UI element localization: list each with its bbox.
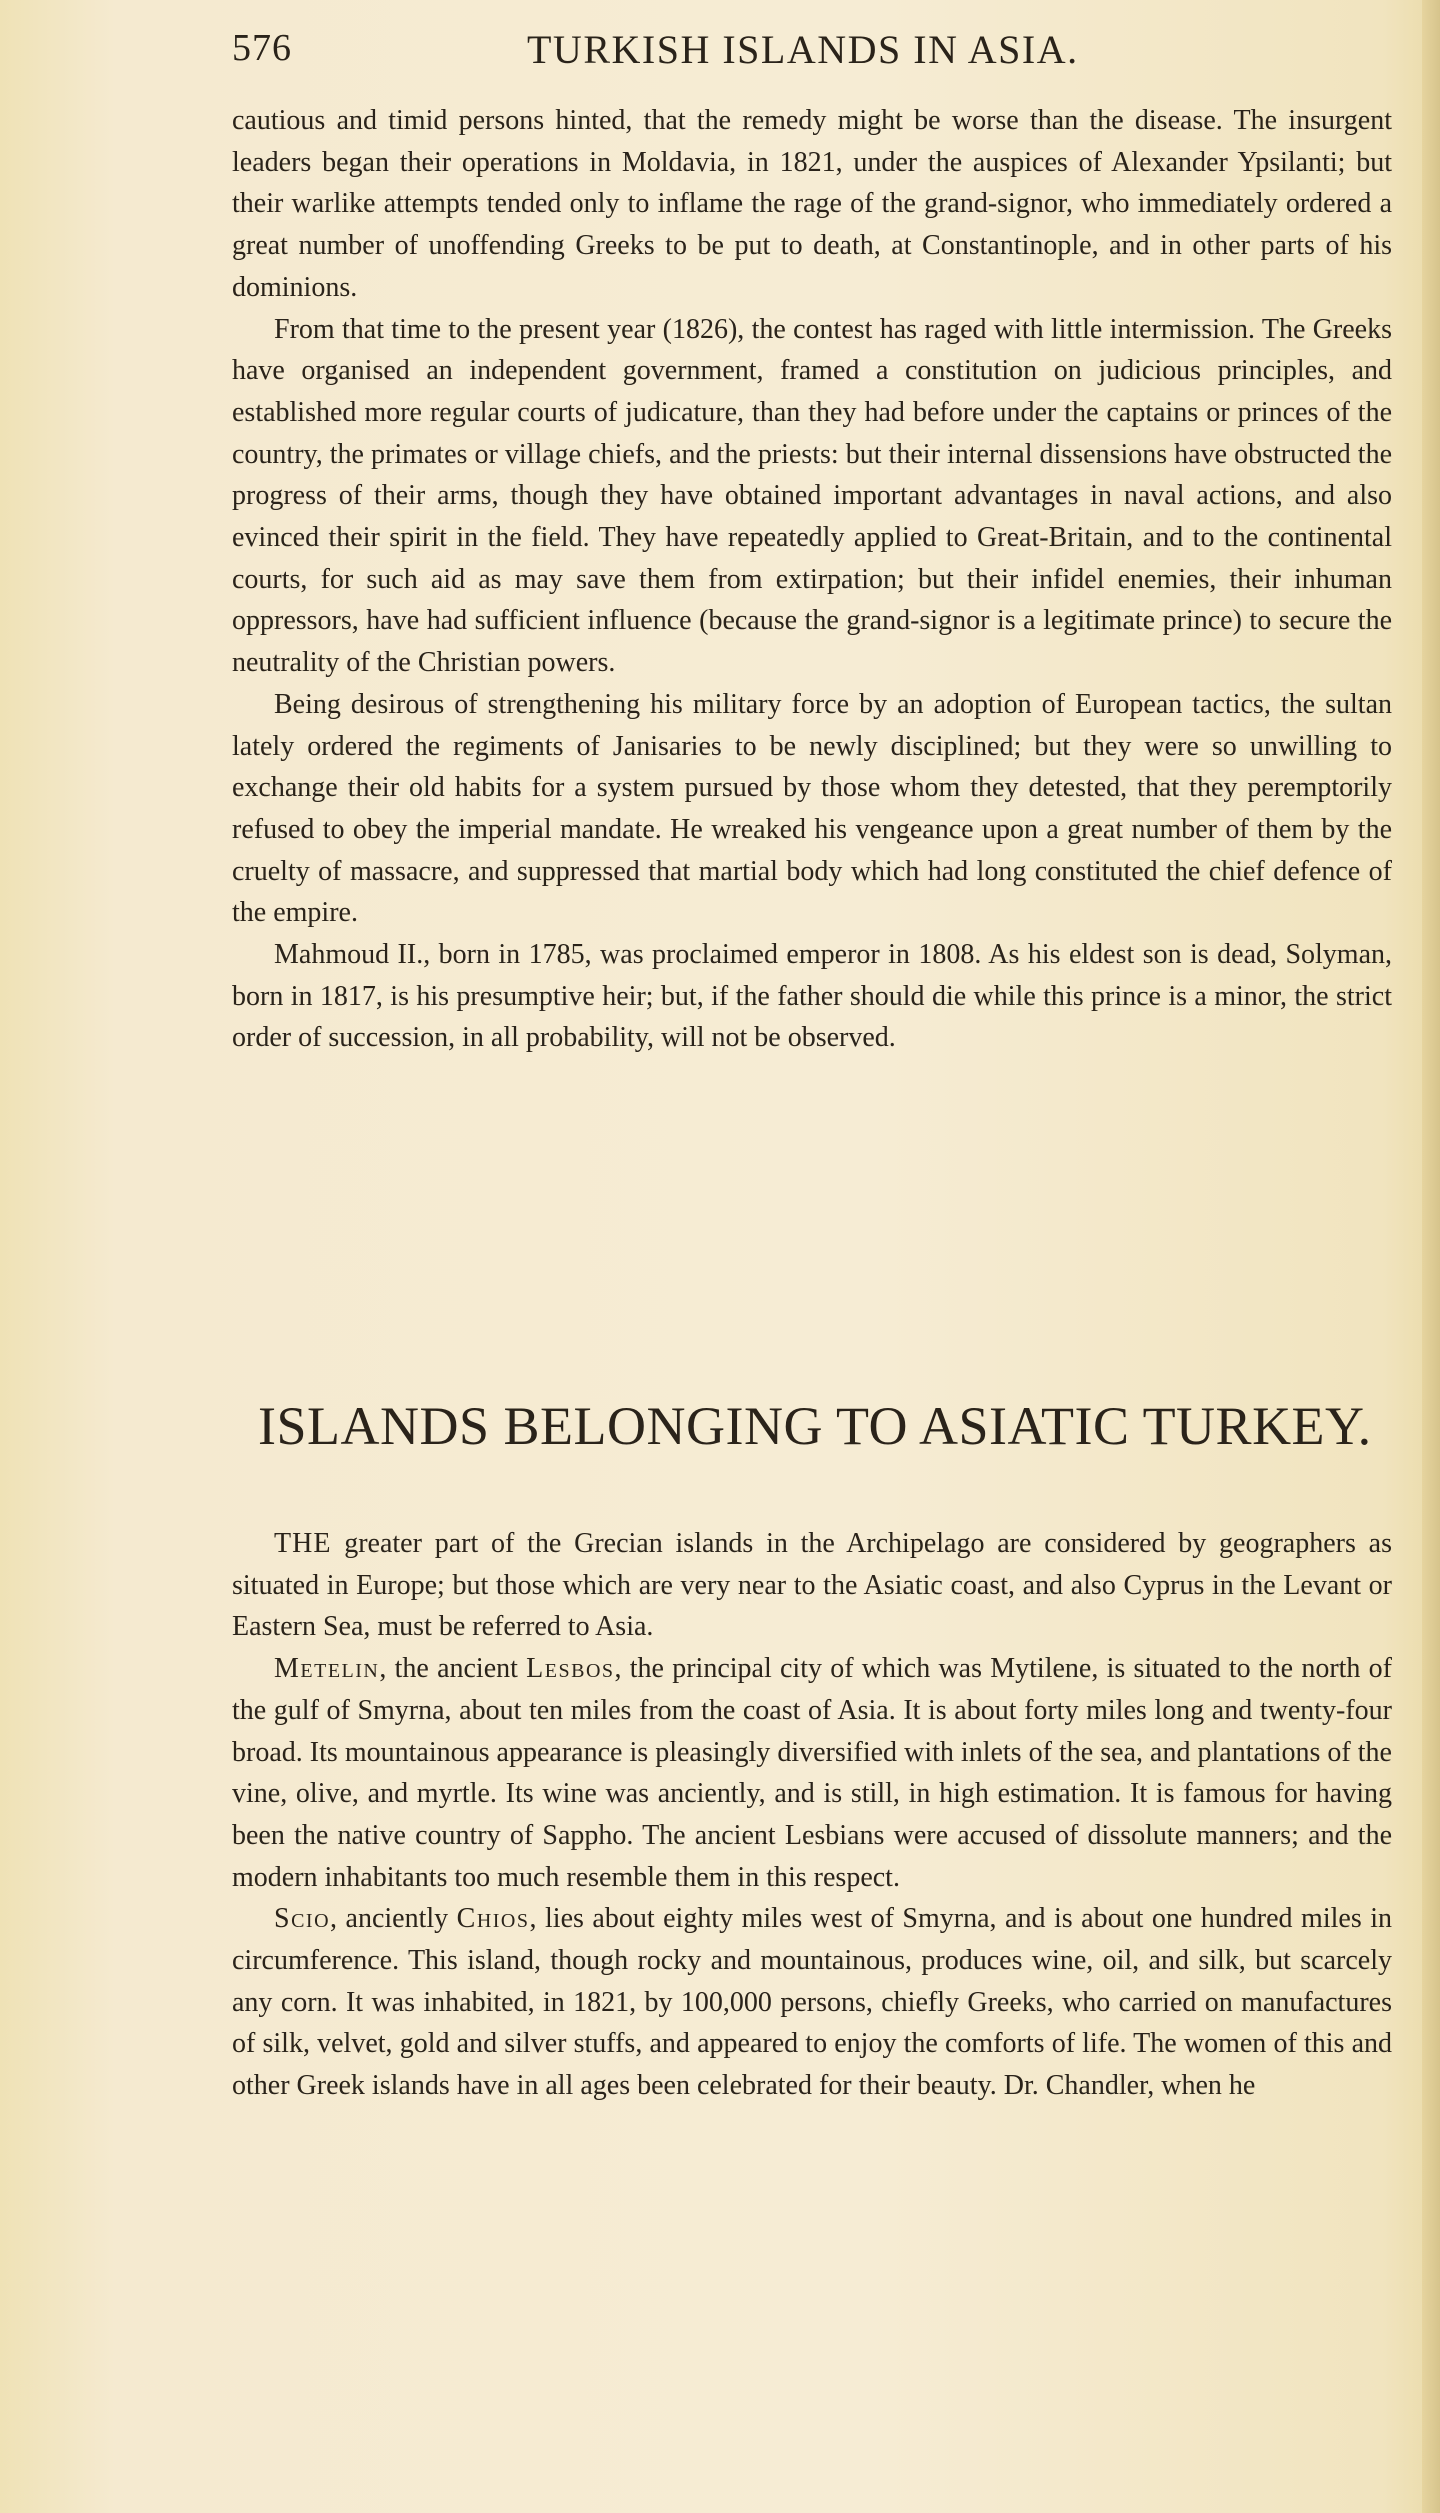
lead-word: THE	[274, 1528, 332, 1559]
body-text-section-2	[232, 1523, 1392, 2107]
section-heading: ISLANDS BELONGING TO ASIATIC TURKEY.	[258, 1396, 1372, 1456]
paragraph-janisaries: Being desirous of strengthening his military force by an adoption of European tactics, the sultan lately ordered the regiments of Janisaries to be newly disciplined; but they were so unwilling to exchange their old habits for a system pursued by those whom they detested, that they peremptorily refused to obey the imperial mandate. He wreaked his vengeance upon a great number of them by the cruelty of massacre, and suppressed that martial body which had long constituted the chief defence of the empire.	[232, 688, 1392, 929]
body-text-section-1	[232, 100, 1392, 1059]
paragraph-grecian-islands	[232, 1523, 1392, 1648]
paragraph-text: , anciently	[330, 1903, 457, 1935]
island-name: Scio	[274, 1903, 331, 1935]
paragraph-uprising: cautious and timid persons hinted, that the remedy might be worse than the disease. The insurgent leaders began their operations in Moldavia, in 1821, under the auspices of Alexander Ypsilanti; but their warlike attempts tended only to inflame the rage of the grand-signor, who immediately ordered a great number of unoffending Greeks to be put to death, at Constantinople, and in other parts of his dominions.	[232, 105, 1392, 303]
paragraph-text: , the principal city of which was Mytilene, is situated to the north of the gulf of Smyrna, about ten miles from the coast of Asia. It is about forty miles long and twenty-four broad. Its mountainous appearance is pleasingly diversified with inlets of the sea, and plantations of the vine, olive, and myrtle. Its wine was anciently, and is still, in high estimation. It is famous for having been the native country of Sappho. The ancient Lesbians were accused of dissolute manners; and the modern inhabitants too much resemble them in this respect.	[232, 1653, 1392, 1893]
paragraph-text: , lies about eighty miles west of Smyrna, and is about one hundred miles in circumference. This island, though rocky and mountainous, produces wine, oil, and silk, but scarcely any corn. It was inhabited, in 1821, by 100,000 persons, chiefly Greeks, who carried on manufactures of silk, velvet, gold and silver stuffs, and appeared to enjoy the comforts of life. The women of this and other Greek islands have in all ages been celebrated for their beauty. Dr. Chandler, when he	[232, 1903, 1393, 2102]
island-name: Metelin	[274, 1653, 380, 1685]
running-head: TURKISH ISLANDS IN ASIA.	[527, 27, 1079, 72]
page-gutter	[1422, 0, 1440, 2513]
paragraph-text: greater part of the Grecian islands in the Archipelago are considered by geographers as situated in Europe; but those which are very near to the Asiatic coast, and also Cyprus in the Levant or Eastern Sea, must be referred to Asia.	[232, 1528, 1392, 1643]
paragraph-scio	[232, 1898, 1392, 2107]
paragraph-text: , the ancient	[379, 1653, 527, 1685]
page-number: 576	[232, 27, 292, 69]
page-header	[232, 22, 1392, 82]
paragraph-metelin	[232, 1648, 1392, 1898]
paragraph-mahmoud: Mahmoud II., born in 1785, was proclaimed emperor in 1808. As his eldest son is dead, Solyman, born in 1817, is his presumptive heir; but, if the father should die while this prince is a minor, the strict order of succession, in all probability, will not be observed.	[232, 939, 1392, 1054]
ancient-name: Lesbos	[526, 1653, 615, 1685]
ancient-name: Chios	[456, 1903, 530, 1935]
paragraph-contest: From that time to the present year (1826), the contest has raged with little intermission. The Greeks have organised an independent government, framed a constitution on judicious principles, and established more regular courts of judicature, than they had before under the captains or princes of the country, the primates or village chiefs, and the priests: but their internal dissensions have obstructed the progress of their arms, though they have obtained important advantages in naval actions, and also evinced their spirit in the field. They have repeatedly applied to Great-Britain, and to the continental courts, for such aid as may save them from extirpation; but their infidel enemies, their inhuman oppressors, have had sufficient influence (because the grand-signor is a legitimate prince) to secure the neutrality of the Christian powers.	[232, 313, 1392, 679]
